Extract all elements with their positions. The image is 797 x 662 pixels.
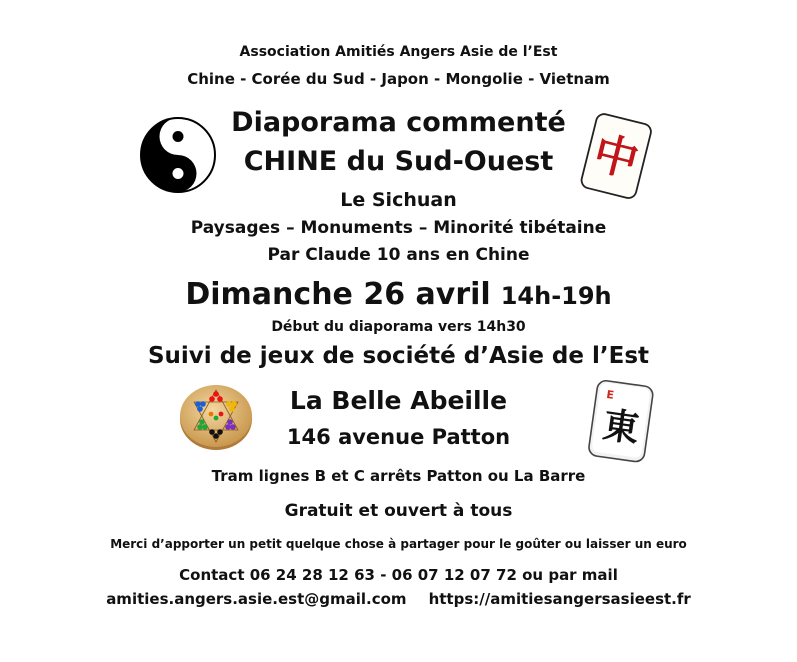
contact-links [0,590,797,608]
event-subtitle: Le Sichuan [340,189,457,211]
chinese-checkers-board-icon [178,380,254,452]
event-hours: 14h-19h [500,282,612,310]
bring-note: Merci d’apporter un petit quelque chose à partager pour le goûter ou laisser un euro [110,537,687,551]
mahjong-east-wind-tile-icon [580,375,660,465]
tram-info: Tram lignes B et C arrêts Patton ou La Barre [211,467,586,485]
slideshow-start: Début du diaporama vers 14h30 [271,319,526,335]
contact-phones: Contact 06 24 28 12 63 - 06 07 12 07 72 ou par mail [179,566,618,584]
event-region: CHINE du Sud-Ouest [243,146,554,177]
venue-address: 146 avenue Patton [286,425,511,449]
event-date: Dimanche 26 avril [185,277,491,312]
free-entry: Gratuit et ouvert à tous [284,501,513,521]
event-title: Diaporama commenté [231,107,566,138]
website-link[interactable]: https://amitiesangersasieest.fr [428,590,691,608]
yin-yang-icon [138,115,218,195]
event-datetime [0,277,797,312]
event-themes: Paysages – Monuments – Minorité tibétaine [190,218,607,238]
venue-name: La Belle Abeille [289,386,508,415]
association-name: Association Amitiés Angers Asie de l’Est [239,44,558,60]
contact-email[interactable]: amities.angers.asie.est@gmail.com [106,590,407,608]
east-wind-glyph: 東 [600,404,642,451]
mahjong-red-dragon-tile-icon [574,112,658,202]
event-author: Par Claude 10 ans en Chine [267,245,530,265]
games-note: Suivi de jeux de société d’Asie de l’Est [147,343,650,369]
countries-list: Chine - Corée du Sud - Japon - Mongolie - Vietnam [187,70,610,88]
red-dragon-glyph: 中 [588,127,644,188]
east-wind-letter: E [605,387,615,402]
